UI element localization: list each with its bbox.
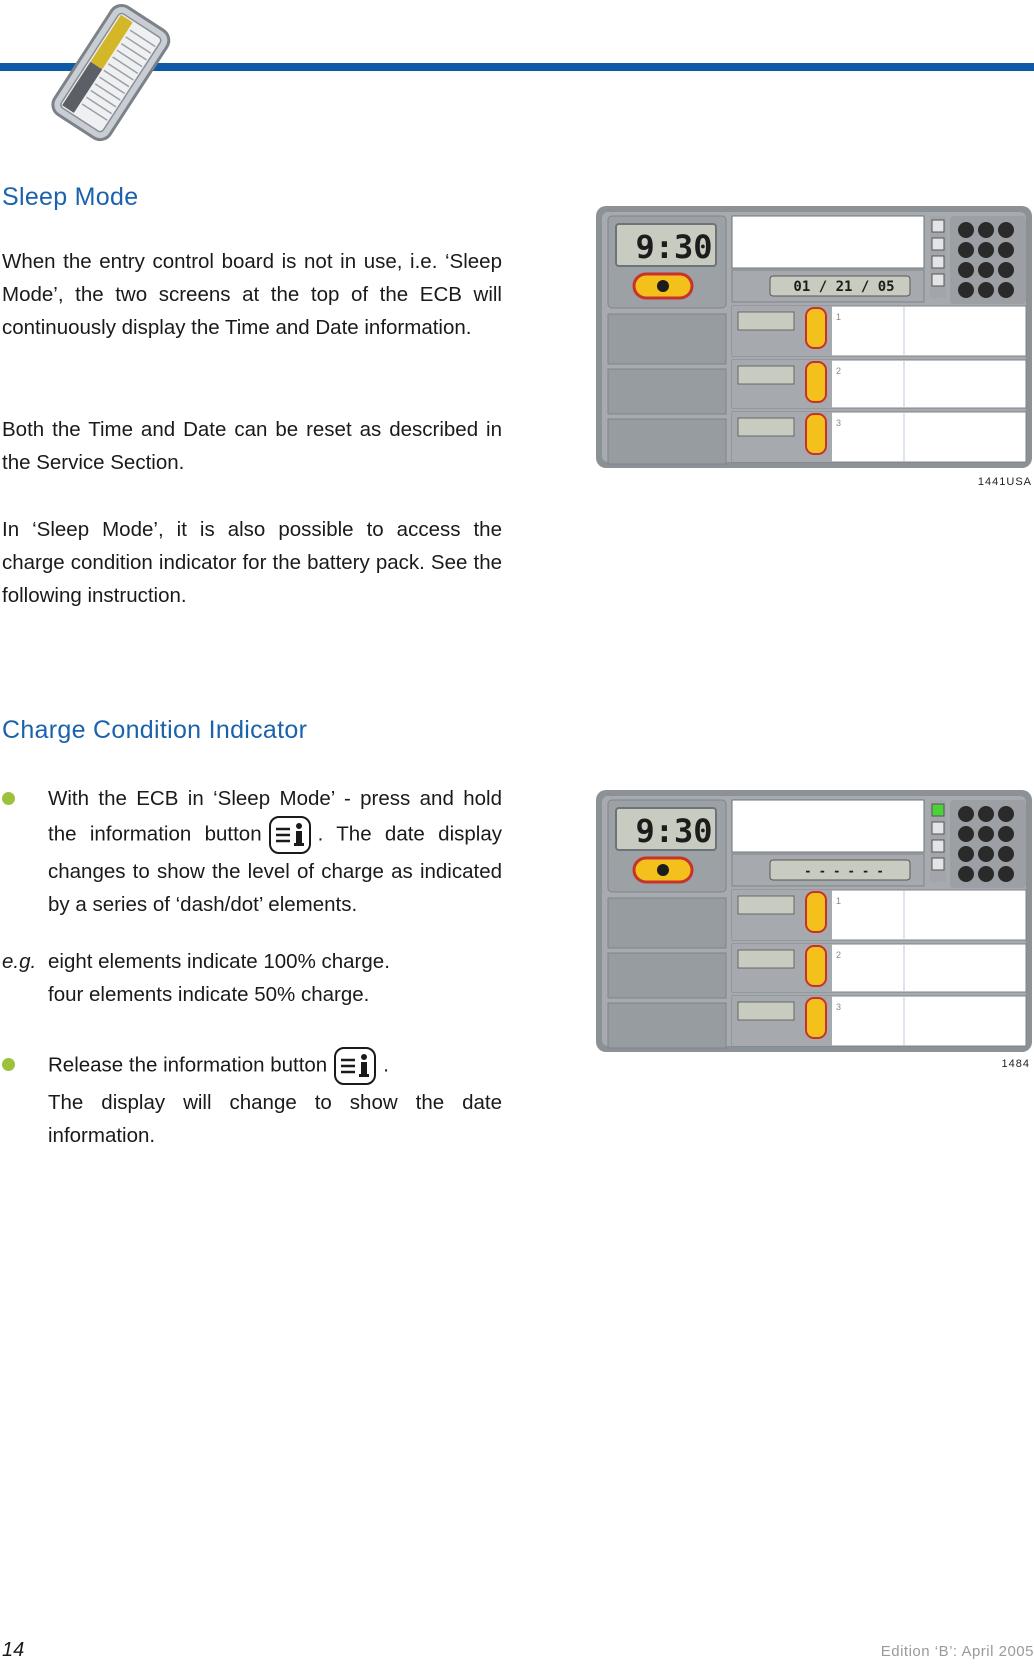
sleep-mode-paragraph-3: In ‘Sleep Mode’, it is also possible to access the charge condition indicator for the battery pack. See the following instruction. xyxy=(2,518,502,607)
figure2-label: 1484 xyxy=(1001,1058,1030,1070)
figure2-row-1: 1 xyxy=(836,896,842,906)
sleep-mode-heading: Sleep Mode xyxy=(2,183,139,211)
figure1-time: 9:30 xyxy=(635,228,713,266)
figure2-dashes: - - - - - - xyxy=(804,864,884,878)
bullet-2 xyxy=(2,1058,15,1071)
figure2-row-2: 2 xyxy=(836,950,842,960)
eg-line-2: four elements indicate 50% charge. xyxy=(48,983,370,1006)
sleep-mode-paragraph-1: When the entry control board is not in use, i.e. ‘Sleep Mode’, the two screens at the top of the ECB will continuously display the Time and Date information. xyxy=(2,250,502,339)
charge-bullet-2-part-c: The display will change to show the date information. xyxy=(48,1091,502,1147)
eg-line-1: eight elements indicate 100% charge. xyxy=(48,950,390,973)
figure1-row-3: 3 xyxy=(836,418,842,428)
sleep-mode-paragraph-2: Both the Time and Date can be reset as described in the Service Section. xyxy=(2,418,502,474)
charge-bullet-1 xyxy=(48,782,502,921)
ecb-panel-figure-1 xyxy=(594,204,1034,474)
figure2-row-3: 3 xyxy=(836,1002,842,1012)
figure1-date: 01 / 21 / 05 xyxy=(793,279,895,295)
information-button-icon xyxy=(333,1046,377,1086)
figure1-row-2: 2 xyxy=(836,366,842,376)
charge-bullet-1-part-b: . The date display changes to show the level of charge as indicated by a series of ‘dash/dot’ elements. xyxy=(48,822,502,916)
charge-bullet-2 xyxy=(48,1046,502,1152)
figure1-label: 1441USA xyxy=(977,476,1032,488)
figure2-time: 9:30 xyxy=(635,812,713,850)
charge-heading: Charge Condition Indicator xyxy=(2,716,308,744)
charge-bullet-2-part-b: . xyxy=(383,1053,389,1077)
ecb-panel-figure-2 xyxy=(594,788,1034,1058)
ecb-device-icon xyxy=(40,0,180,145)
information-button-icon xyxy=(268,815,312,855)
figure1-row-1: 1 xyxy=(836,312,842,322)
edition-note: Edition ‘B’: April 2005 xyxy=(880,1643,1034,1660)
page-number: 14 xyxy=(2,1639,25,1661)
charge-bullet-1-part-a: With the ECB in ‘Sleep Mode’ - press and hold the information button xyxy=(48,787,502,846)
bullet-1 xyxy=(2,792,15,805)
charge-bullet-2-part-a: Release the information button xyxy=(48,1053,328,1077)
eg-prefix: e.g. xyxy=(2,950,37,973)
